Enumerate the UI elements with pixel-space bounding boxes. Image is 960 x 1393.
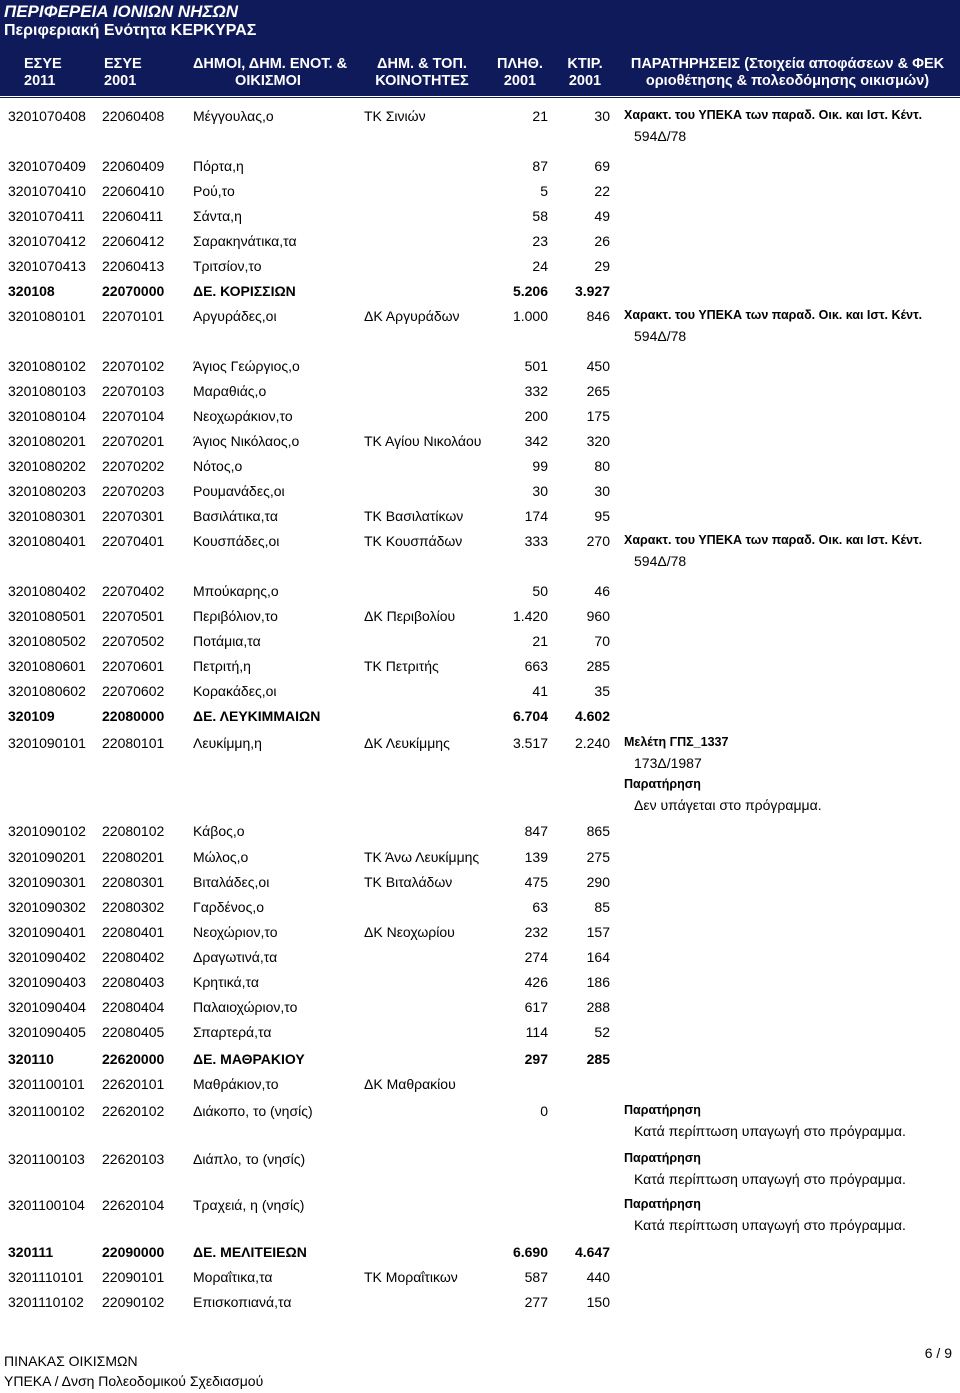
esye-2011-code: 3201080402 xyxy=(8,583,86,599)
esye-2011-code: 3201070410 xyxy=(8,183,86,199)
community-name: ΤΚ Κουσπάδων xyxy=(364,533,463,549)
esye-2001-code: 22070601 xyxy=(102,658,165,674)
esye-2001-code: 22070501 xyxy=(102,608,165,624)
population-2001: 139 xyxy=(524,849,548,865)
buildings-2001: 960 xyxy=(586,608,610,624)
remarks-title: Παρατήρηση xyxy=(624,777,701,791)
remarks-note xyxy=(624,105,922,147)
settlement-row xyxy=(0,457,960,477)
population-2001: 663 xyxy=(524,658,548,674)
settlement-name: ΔΕ. ΜΕΛΙΤΕΙΕΩΝ xyxy=(193,1244,307,1260)
esye-2001-code: 22080401 xyxy=(102,924,165,940)
col-header-esye-2011: ΕΣΥΕ 2011 xyxy=(24,56,62,89)
settlement-name: ΔΕ. ΛΕΥΚΙΜΜΑΙΩΝ xyxy=(193,708,321,724)
remarks-note xyxy=(624,530,922,572)
population-2001: 1.420 xyxy=(512,608,548,624)
buildings-2001: 4.602 xyxy=(574,708,610,724)
remarks-title: Μελέτη ΓΠΣ_1337 xyxy=(624,735,729,749)
remarks-title: Χαρακτ. του ΥΠΕΚΑ των παραδ. Οικ. και Ιστ. Κέντ. xyxy=(624,308,923,322)
settlement-name: Άγιος Γεώργιος,ο xyxy=(193,358,300,374)
buildings-2001: 2.240 xyxy=(574,735,610,751)
esye-2011-code: 3201090402 xyxy=(8,949,86,965)
esye-2011-code: 320111 xyxy=(8,1244,54,1260)
settlement-row xyxy=(0,357,960,377)
buildings-2001: 30 xyxy=(594,108,610,124)
settlement-row xyxy=(0,998,960,1018)
settlement-name: Μέγγουλας,ο xyxy=(193,108,274,124)
esye-2011-code: 3201090201 xyxy=(8,849,86,865)
esye-2011-code: 3201090401 xyxy=(8,924,86,940)
esye-2001-code: 22080302 xyxy=(102,899,165,915)
esye-2011-code: 3201070412 xyxy=(8,233,86,249)
settlement-row xyxy=(0,632,960,652)
population-2001: 342 xyxy=(524,433,548,449)
community-name: ΔΚ Νεοχωρίου xyxy=(364,924,455,940)
population-2001: 333 xyxy=(524,533,548,549)
settlement-name: Σπαρτερά,τα xyxy=(193,1024,272,1040)
buildings-2001: 70 xyxy=(594,633,610,649)
esye-2001-code: 22070502 xyxy=(102,633,165,649)
population-2001: 23 xyxy=(532,233,548,249)
population-2001: 332 xyxy=(524,383,548,399)
esye-2001-code: 22080101 xyxy=(102,735,165,751)
population-2001: 99 xyxy=(532,458,548,474)
settlement-name: ΔΕ. ΜΑΘΡΑΚΙΟΥ xyxy=(193,1051,305,1067)
settlement-row xyxy=(0,822,960,842)
buildings-2001: 52 xyxy=(594,1024,610,1040)
esye-2011-code: 3201070411 xyxy=(8,208,85,224)
remarks-title: Παρατήρηση xyxy=(624,1103,701,1117)
population-2001: 21 xyxy=(532,633,548,649)
community-name: ΔΚ Αργυράδων xyxy=(364,308,460,324)
esye-2001-code: 22060412 xyxy=(102,233,165,249)
settlement-row xyxy=(0,1293,960,1313)
buildings-2001: 35 xyxy=(594,683,610,699)
settlement-row xyxy=(0,482,960,502)
esye-2001-code: 22090000 xyxy=(102,1244,165,1260)
esye-2001-code: 22080402 xyxy=(102,949,165,965)
buildings-2001: 29 xyxy=(594,258,610,274)
population-2001: 5.206 xyxy=(512,283,548,299)
settlement-name: Μαραθιάς,ο xyxy=(193,383,267,399)
esye-2001-code: 22620103 xyxy=(102,1151,165,1167)
remarks-line: Δεν υπάγεται στο πρόγραμμα. xyxy=(634,797,822,813)
settlement-name: Νεοχωράκιον,το xyxy=(193,408,293,424)
esye-2001-code: 22080102 xyxy=(102,823,165,839)
esye-2011-code: 320108 xyxy=(8,283,55,299)
population-2001: 501 xyxy=(524,358,548,374)
settlement-name: Τραχειά, η (νησίς) xyxy=(193,1197,305,1213)
settlement-name: Κουσπάδες,οι xyxy=(193,533,280,549)
col-header-esye-2001: ΕΣΥΕ 2001 xyxy=(104,56,142,89)
esye-2011-code: 3201080201 xyxy=(8,433,86,449)
buildings-2001: 290 xyxy=(586,874,610,890)
population-2001: 41 xyxy=(532,683,548,699)
esye-2011-code: 3201080103 xyxy=(8,383,86,399)
buildings-2001: 4.647 xyxy=(574,1244,610,1260)
settlement-name: Παλαιοχώριον,το xyxy=(193,999,298,1015)
settlement-row xyxy=(0,657,960,677)
settlement-row xyxy=(0,182,960,202)
remarks-note xyxy=(624,1148,906,1190)
buildings-2001: 150 xyxy=(586,1294,610,1310)
population-2001: 200 xyxy=(524,408,548,424)
esye-2001-code: 22080403 xyxy=(102,974,165,990)
esye-2001-code: 22070202 xyxy=(102,458,165,474)
population-2001: 617 xyxy=(524,999,548,1015)
settlement-row xyxy=(0,923,960,943)
settlement-name: Σαρακηνάτικα,τα xyxy=(193,233,297,249)
regional-unit-title: Περιφεριακή Ενότητα ΚΕΡΚΥΡΑΣ xyxy=(4,22,257,39)
population-2001: 3.517 xyxy=(512,735,548,751)
buildings-2001: 95 xyxy=(594,508,610,524)
esye-2011-code: 3201100101 xyxy=(8,1076,85,1092)
settlement-row xyxy=(0,582,960,602)
esye-2011-code: 3201110102 xyxy=(8,1294,84,1310)
col-header-remarks: ΠΑΡΑΤΗΡΗΣΕΙΣ (Στοιχεία αποφάσεων & ΦΕΚ οριοθέτησης & πολεοδόμησης οικισμών) xyxy=(630,56,945,89)
buildings-2001: 69 xyxy=(594,158,610,174)
settlement-name: Ποτάμια,τα xyxy=(193,633,261,649)
community-name: ΤΚ Πετριτής xyxy=(364,658,439,674)
buildings-2001: 320 xyxy=(586,433,610,449)
settlement-row xyxy=(0,948,960,968)
esye-2001-code: 22060408 xyxy=(102,108,165,124)
remarks-note xyxy=(624,732,822,816)
population-2001: 475 xyxy=(524,874,548,890)
buildings-2001: 30 xyxy=(594,483,610,499)
remarks-line: 594Δ/78 xyxy=(634,128,687,144)
buildings-2001: 22 xyxy=(594,183,610,199)
remarks-title: Χαρακτ. του ΥΠΕΚΑ των παραδ. Οικ. και Ιστ. Κέντ. xyxy=(624,108,923,122)
buildings-2001: 450 xyxy=(586,358,610,374)
community-name: ΤΚ Βασιλατίκων xyxy=(364,508,464,524)
settlement-row xyxy=(0,1075,960,1095)
esye-2001-code: 22620101 xyxy=(102,1076,165,1092)
population-2001: 50 xyxy=(532,583,548,599)
esye-2001-code: 22070102 xyxy=(102,358,165,374)
buildings-2001: 846 xyxy=(586,308,610,324)
municipal-unit-row xyxy=(0,1243,960,1263)
settlement-name: Αργυράδες,οι xyxy=(193,308,277,324)
settlement-name: Βασιλάτικα,τα xyxy=(193,508,278,524)
esye-2011-code: 3201080602 xyxy=(8,683,86,699)
population-2001: 426 xyxy=(524,974,548,990)
esye-2011-code: 3201080102 xyxy=(8,358,86,374)
population-2001: 24 xyxy=(532,258,548,274)
settlement-row xyxy=(0,873,960,893)
settlement-name: Μαθράκιον,το xyxy=(193,1076,279,1092)
esye-2001-code: 22080404 xyxy=(102,999,165,1015)
settlement-name: Κρητικά,τα xyxy=(193,974,259,990)
esye-2001-code: 22620104 xyxy=(102,1197,165,1213)
esye-2011-code: 3201080501 xyxy=(8,608,86,624)
community-name: ΤΚ Σινιών xyxy=(364,108,426,124)
population-2001: 58 xyxy=(532,208,548,224)
population-2001: 114 xyxy=(525,1024,548,1040)
esye-2011-code: 3201110101 xyxy=(8,1269,84,1285)
esye-2011-code: 3201080301 xyxy=(8,508,86,524)
esye-2011-code: 3201090301 xyxy=(8,874,86,890)
esye-2011-code: 3201070409 xyxy=(8,158,86,174)
settlement-name: Πόρτα,η xyxy=(193,158,244,174)
settlement-row xyxy=(0,973,960,993)
esye-2001-code: 22070201 xyxy=(102,433,165,449)
buildings-2001: 46 xyxy=(594,583,610,599)
settlement-row xyxy=(0,1023,960,1043)
settlement-name: Τριτσίον,το xyxy=(193,258,262,274)
buildings-2001: 157 xyxy=(586,924,610,940)
community-name: ΔΚ Περιβολίου xyxy=(364,608,456,624)
settlement-name: Νότος,ο xyxy=(193,458,243,474)
remarks-note xyxy=(624,1100,906,1142)
population-2001: 6.690 xyxy=(512,1244,548,1260)
esye-2011-code: 3201080202 xyxy=(8,458,86,474)
esye-2011-code: 3201080601 xyxy=(8,658,86,674)
buildings-2001: 865 xyxy=(586,823,610,839)
esye-2001-code: 22080301 xyxy=(102,874,165,890)
buildings-2001: 175 xyxy=(586,408,610,424)
population-2001: 297 xyxy=(524,1051,548,1067)
settlement-row xyxy=(0,607,960,627)
esye-2001-code: 22060410 xyxy=(102,183,165,199)
settlement-row xyxy=(0,507,960,527)
settlement-name: Λευκίμμη,η xyxy=(193,735,262,751)
esye-2011-code: 3201100103 xyxy=(8,1151,85,1167)
municipal-unit-row xyxy=(0,282,960,302)
col-header-buildings: ΚΤΙΡ. 2001 xyxy=(567,56,603,89)
settlement-row xyxy=(0,207,960,227)
remarks-note xyxy=(624,1194,906,1236)
settlement-name: Πετριτή,η xyxy=(193,658,251,674)
esye-2001-code: 22060411 xyxy=(102,208,164,224)
esye-2001-code: 22080000 xyxy=(102,708,165,724)
remarks-line: Κατά περίπτωση υπαγωγή στο πρόγραμμα. xyxy=(634,1217,906,1233)
buildings-2001: 265 xyxy=(586,383,610,399)
esye-2011-code: 320109 xyxy=(8,708,55,724)
esye-2001-code: 22070104 xyxy=(102,408,165,424)
remarks-line: Κατά περίπτωση υπαγωγή στο πρόγραμμα. xyxy=(634,1123,906,1139)
settlement-name: Μοραΐτικα,τα xyxy=(193,1269,273,1285)
buildings-2001: 285 xyxy=(586,658,610,674)
buildings-2001: 275 xyxy=(586,849,610,865)
esye-2011-code: 320110 xyxy=(8,1051,54,1067)
esye-2011-code: 3201090102 xyxy=(8,823,86,839)
esye-2011-code: 3201090403 xyxy=(8,974,86,990)
esye-2011-code: 3201080104 xyxy=(8,408,86,424)
settlement-row xyxy=(0,382,960,402)
remarks-line: 173Δ/1987 xyxy=(634,755,702,771)
settlement-name: ΔΕ. ΚΟΡΙΣΣΙΩΝ xyxy=(193,283,296,299)
buildings-2001: 164 xyxy=(586,949,610,965)
col-header-municipalities: ΔΗΜΟΙ, ΔΗΜ. ΕΝΟΤ. & ΟΙΚΙΣΜΟΙ xyxy=(193,56,348,89)
settlement-name: Ρού,το xyxy=(193,183,235,199)
esye-2011-code: 3201090101 xyxy=(8,735,86,751)
settlement-row xyxy=(0,898,960,918)
population-2001: 847 xyxy=(524,823,548,839)
esye-2001-code: 22080405 xyxy=(102,1024,165,1040)
settlement-row xyxy=(0,407,960,427)
esye-2011-code: 3201090405 xyxy=(8,1024,86,1040)
esye-2001-code: 22070402 xyxy=(102,583,165,599)
population-2001: 232 xyxy=(524,924,548,940)
settlement-name: Κάβος,ο xyxy=(193,823,245,839)
community-name: ΤΚ Μοραΐτικων xyxy=(364,1269,458,1285)
buildings-2001: 440 xyxy=(586,1269,610,1285)
settlement-name: Δραγωτινά,τα xyxy=(193,949,278,965)
esye-2001-code: 22070602 xyxy=(102,683,165,699)
population-2001: 21 xyxy=(532,108,548,124)
esye-2001-code: 22070000 xyxy=(102,283,165,299)
population-2001: 6.704 xyxy=(512,708,548,724)
settlement-name: Μώλος,ο xyxy=(193,849,249,865)
settlement-row xyxy=(0,232,960,252)
esye-2001-code: 22070101 xyxy=(102,308,165,324)
population-2001: 63 xyxy=(532,899,548,915)
esye-2011-code: 3201080401 xyxy=(8,533,86,549)
settlement-row xyxy=(0,682,960,702)
esye-2001-code: 22620000 xyxy=(102,1051,165,1067)
col-header-population: ΠΛΗΘ. 2001 xyxy=(497,56,543,89)
settlement-row xyxy=(0,848,960,868)
remarks-line: 594Δ/78 xyxy=(634,328,687,344)
col-header-communities: ΔΗΜ. & ΤΟΠ. ΚΟΙΝΟΤΗΤΕΣ xyxy=(375,56,469,89)
settlement-name: Σάντα,η xyxy=(193,208,242,224)
community-name: ΔΚ Μαθρακίου xyxy=(364,1076,456,1092)
esye-2011-code: 3201090302 xyxy=(8,899,86,915)
esye-2001-code: 22070301 xyxy=(102,508,165,524)
esye-2011-code: 3201090404 xyxy=(8,999,86,1015)
esye-2001-code: 22060409 xyxy=(102,158,165,174)
settlement-row xyxy=(0,157,960,177)
buildings-2001: 270 xyxy=(586,533,610,549)
community-name: ΔΚ Λευκίμμης xyxy=(364,735,450,751)
remarks-line: 594Δ/78 xyxy=(634,553,687,569)
settlement-name: Γαρδένος,ο xyxy=(193,899,265,915)
population-2001: 0 xyxy=(540,1103,548,1119)
settlement-name: Άγιος Νικόλαος,ο xyxy=(193,433,300,449)
esye-2001-code: 22080201 xyxy=(102,849,165,865)
esye-2001-code: 22090102 xyxy=(102,1294,165,1310)
remarks-line: Κατά περίπτωση υπαγωγή στο πρόγραμμα. xyxy=(634,1171,906,1187)
esye-2011-code: 3201080101 xyxy=(8,308,86,324)
municipal-unit-row xyxy=(0,707,960,727)
buildings-2001: 85 xyxy=(594,899,610,915)
settlement-name: Επισκοπιανά,τα xyxy=(193,1294,292,1310)
settlement-name: Κορακάδες,οι xyxy=(193,683,277,699)
population-2001: 274 xyxy=(524,949,548,965)
settlement-row xyxy=(0,432,960,452)
settlement-name: Βιταλάδες,οι xyxy=(193,874,270,890)
population-2001: 5 xyxy=(540,183,548,199)
footer-department: ΥΠΕΚΑ / Δνση Πολεοδομικού Σχεδιασμού xyxy=(4,1373,264,1389)
population-2001: 87 xyxy=(532,158,548,174)
settlement-name: Διάκοπο, το (νησίς) xyxy=(193,1103,313,1119)
population-2001: 30 xyxy=(532,483,548,499)
municipal-unit-row xyxy=(0,1050,960,1070)
population-2001: 277 xyxy=(524,1294,548,1310)
buildings-2001: 49 xyxy=(594,208,610,224)
buildings-2001: 3.927 xyxy=(574,283,610,299)
settlement-name: Διάπλο, το (νησίς) xyxy=(193,1151,306,1167)
buildings-2001: 285 xyxy=(586,1051,610,1067)
buildings-2001: 288 xyxy=(586,999,610,1015)
settlement-row xyxy=(0,1268,960,1288)
region-title: ΠΕΡΙΦΕΡΕΙΑ ΙΟΝΙΩΝ ΝΗΣΩΝ xyxy=(4,2,239,21)
esye-2001-code: 22070401 xyxy=(102,533,165,549)
settlement-name: Περιβόλιον,το xyxy=(193,608,278,624)
population-2001: 174 xyxy=(524,508,548,524)
esye-2001-code: 22070203 xyxy=(102,483,165,499)
esye-2001-code: 22060413 xyxy=(102,258,165,274)
settlement-row xyxy=(0,257,960,277)
esye-2001-code: 22070103 xyxy=(102,383,165,399)
esye-2011-code: 3201070408 xyxy=(8,108,86,124)
esye-2011-code: 3201080502 xyxy=(8,633,86,649)
remarks-title: Παρατήρηση xyxy=(624,1151,701,1165)
esye-2011-code: 3201080203 xyxy=(8,483,86,499)
footer-table-name: ΠΙΝΑΚΑΣ ΟΙΚΙΣΜΩΝ xyxy=(4,1353,138,1369)
buildings-2001: 80 xyxy=(594,458,610,474)
page-number: 6 / 9 xyxy=(924,1345,952,1361)
population-2001: 1.000 xyxy=(512,308,548,324)
population-2001: 587 xyxy=(524,1269,548,1285)
esye-2011-code: 3201100104 xyxy=(8,1197,85,1213)
buildings-2001: 26 xyxy=(594,233,610,249)
remarks-title: Χαρακτ. του ΥΠΕΚΑ των παραδ. Οικ. και Ιστ. Κέντ. xyxy=(624,533,923,547)
community-name: ΤΚ Βιταλάδων xyxy=(364,874,453,890)
remarks-note xyxy=(624,305,922,347)
esye-2011-code: 3201070413 xyxy=(8,258,86,274)
buildings-2001: 186 xyxy=(586,974,610,990)
settlement-name: Νεοχώριον,το xyxy=(193,924,278,940)
settlement-name: Μπούκαρης,ο xyxy=(193,583,279,599)
remarks-title: Παρατήρηση xyxy=(624,1197,701,1211)
esye-2001-code: 22090101 xyxy=(102,1269,165,1285)
settlement-name: Ρουμανάδες,οι xyxy=(193,483,285,499)
esye-2011-code: 3201100102 xyxy=(8,1103,85,1119)
esye-2001-code: 22620102 xyxy=(102,1103,165,1119)
community-name: ΤΚ Άνω Λευκίμμης xyxy=(364,849,480,865)
community-name: ΤΚ Αγίου Νικολάου xyxy=(364,433,482,449)
